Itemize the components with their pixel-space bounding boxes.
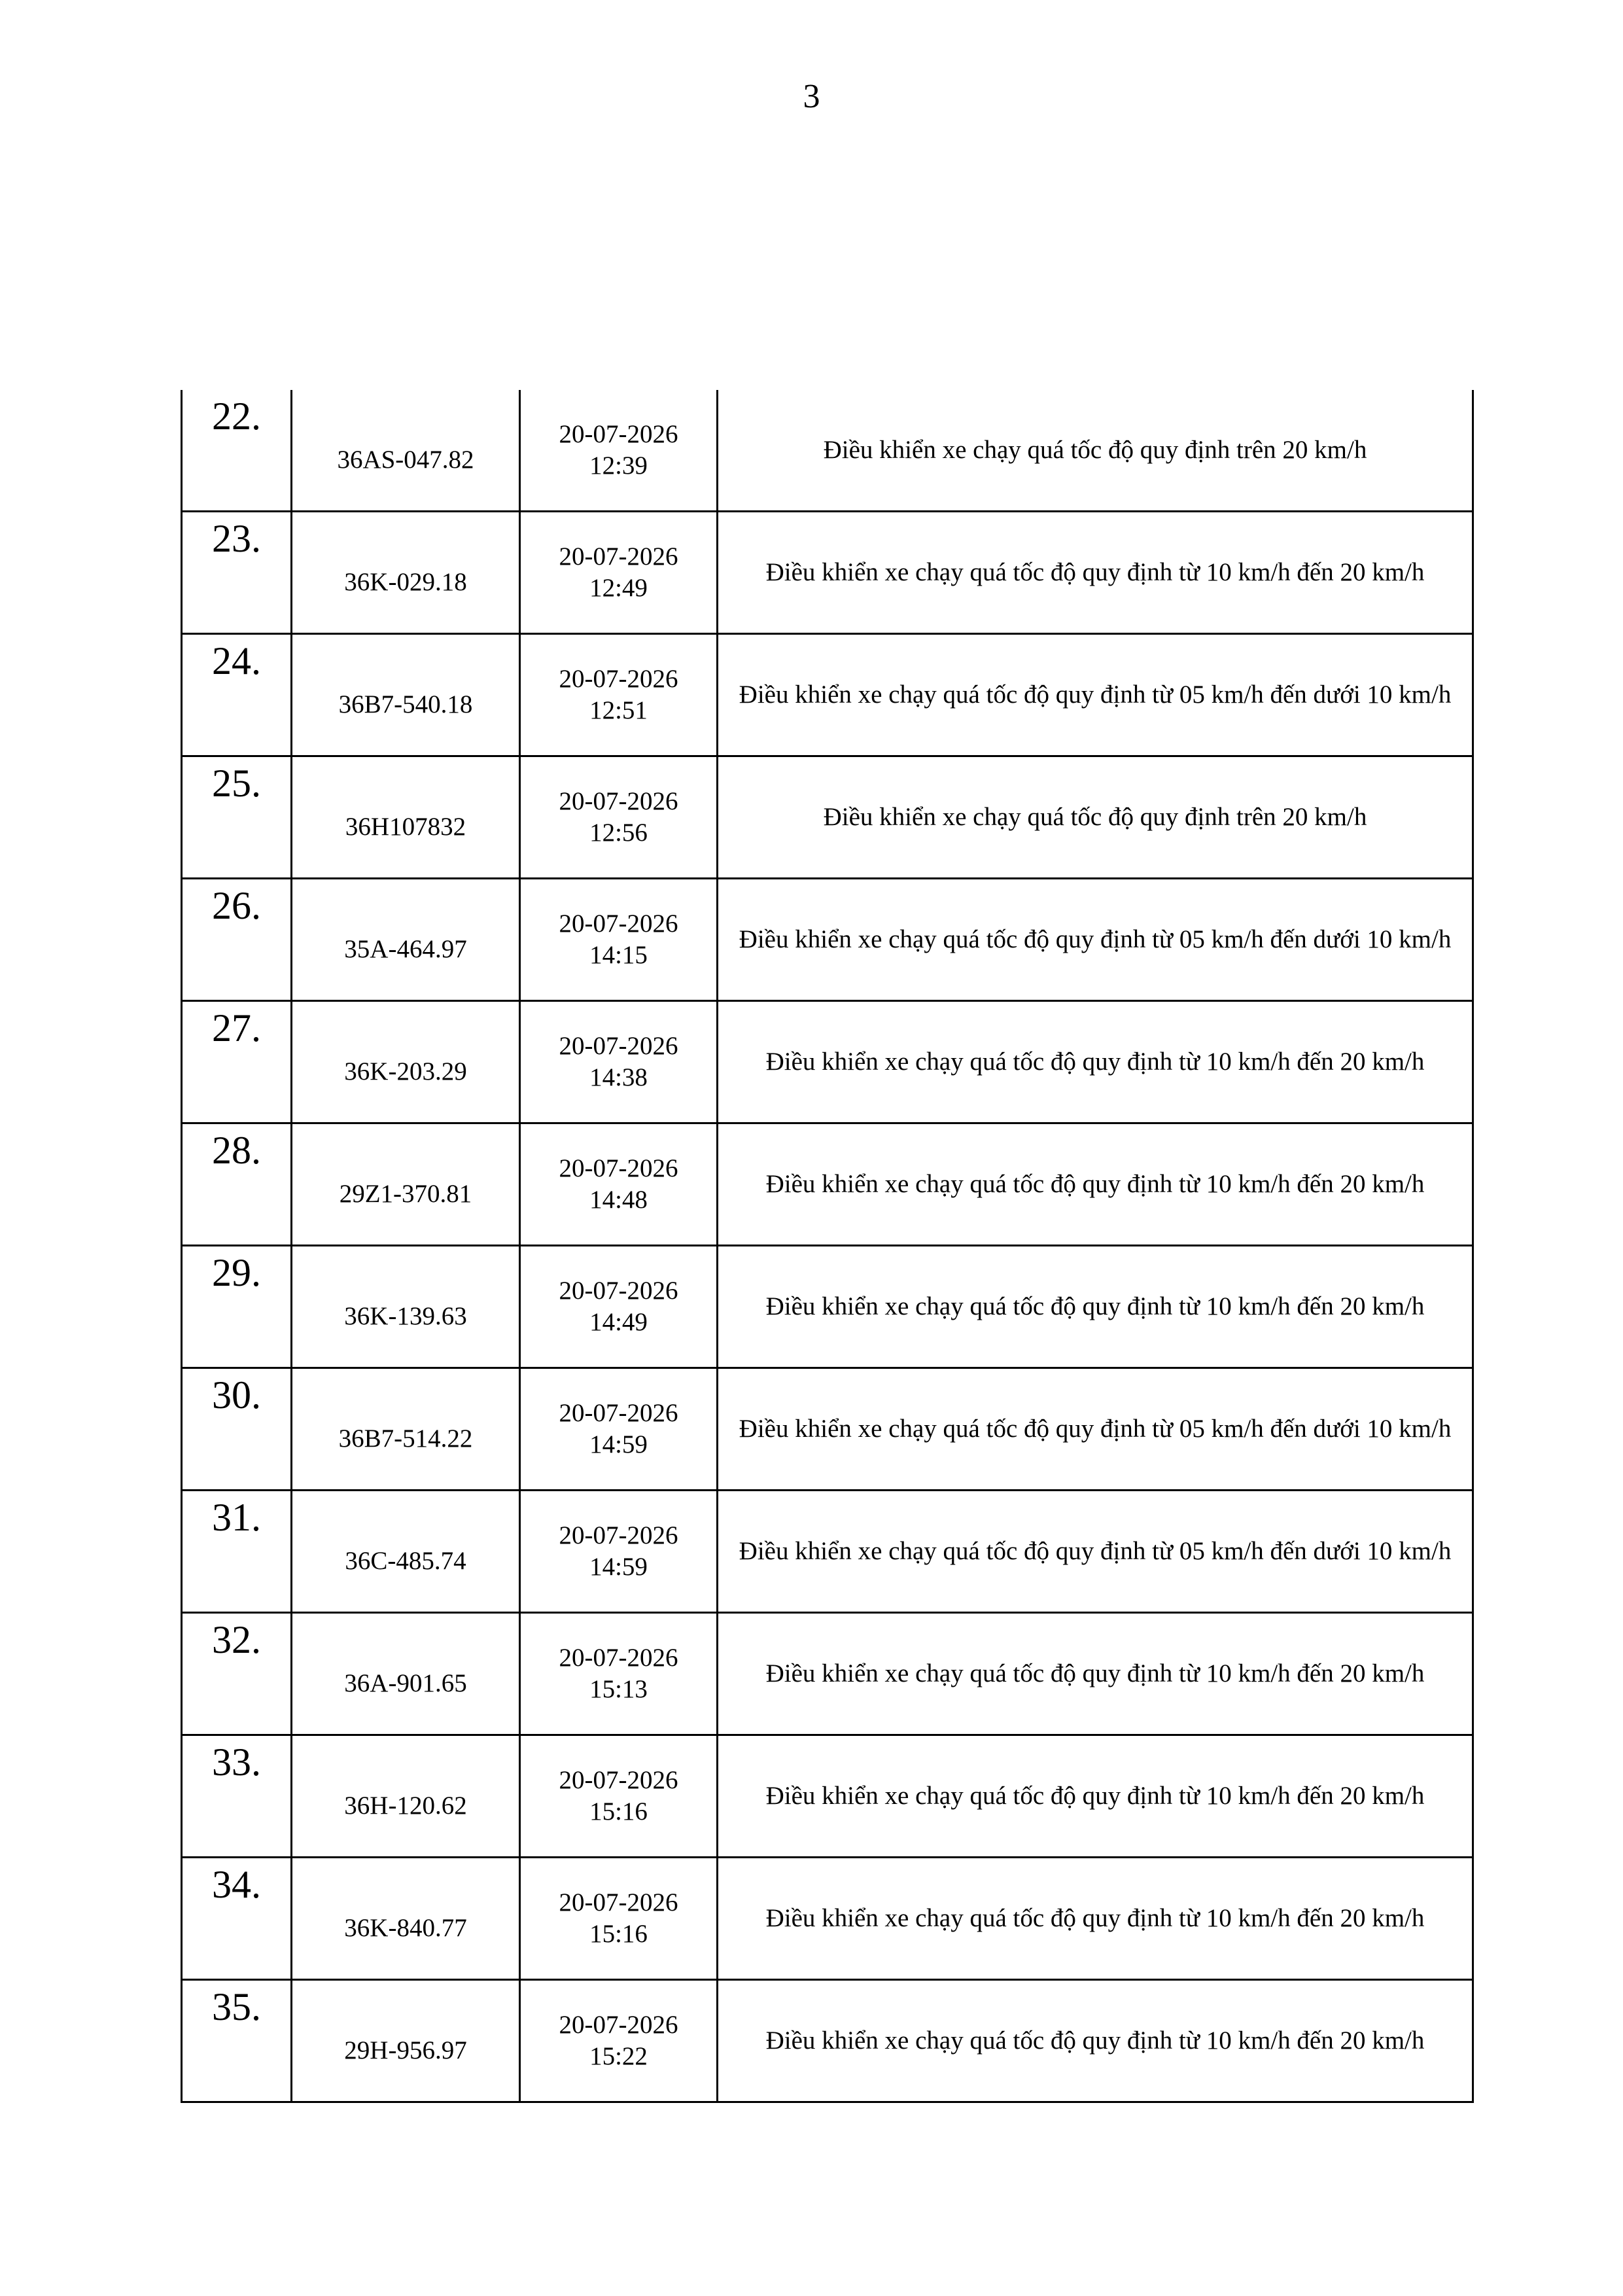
violation-time: 15:22	[589, 2042, 648, 2070]
violation-time: 14:15	[589, 941, 648, 969]
violation-time: 15:16	[589, 1920, 648, 1948]
table-row	[182, 1735, 1473, 1858]
row-number: 23.	[182, 512, 292, 634]
row-number: 34.	[182, 1858, 292, 1980]
violation-time: 14:59	[589, 1430, 648, 1458]
license-plate: 36AS-047.82	[292, 390, 520, 512]
violation-description: Điều khiển xe chạy quá tốc độ quy định từ 05 km/h đến dưới 10 km/h	[718, 879, 1473, 1001]
license-plate: 36A-901.65	[292, 1613, 520, 1735]
violation-time: 14:38	[589, 1063, 648, 1091]
table-row	[182, 1246, 1473, 1368]
violation-datetime	[520, 634, 718, 756]
row-number: 26.	[182, 879, 292, 1001]
table-row	[182, 390, 1473, 512]
violation-datetime	[520, 1980, 718, 2102]
violation-datetime	[520, 879, 718, 1001]
table-row	[182, 1613, 1473, 1735]
row-number: 29.	[182, 1246, 292, 1368]
violation-date: 20-07-2026	[559, 542, 678, 571]
violation-datetime	[520, 390, 718, 512]
violation-time: 14:49	[589, 1308, 648, 1336]
violation-date: 20-07-2026	[559, 1032, 678, 1060]
violation-description: Điều khiển xe chạy quá tốc độ quy định trên 20 km/h	[718, 756, 1473, 879]
violation-datetime	[520, 1491, 718, 1613]
row-number: 35.	[182, 1980, 292, 2102]
violation-date: 20-07-2026	[559, 2011, 678, 2039]
license-plate: 36K-203.29	[292, 1001, 520, 1123]
violation-description: Điều khiển xe chạy quá tốc độ quy định từ 10 km/h đến 20 km/h	[718, 1246, 1473, 1368]
violation-time: 12:56	[589, 819, 648, 847]
table-row	[182, 512, 1473, 634]
violation-time: 15:13	[589, 1675, 648, 1703]
violation-date: 20-07-2026	[559, 1277, 678, 1305]
violation-time: 15:16	[589, 1797, 648, 1826]
violation-description: Điều khiển xe chạy quá tốc độ quy định trên 20 km/h	[718, 390, 1473, 512]
license-plate: 36H107832	[292, 756, 520, 879]
violation-description: Điều khiển xe chạy quá tốc độ quy định từ 10 km/h đến 20 km/h	[718, 1735, 1473, 1858]
violation-date: 20-07-2026	[559, 787, 678, 815]
violation-date: 20-07-2026	[559, 1154, 678, 1182]
license-plate: 36K-139.63	[292, 1246, 520, 1368]
violation-datetime	[520, 756, 718, 879]
violation-description: Điều khiển xe chạy quá tốc độ quy định từ 05 km/h đến dưới 10 km/h	[718, 1368, 1473, 1491]
license-plate: 29Z1-370.81	[292, 1123, 520, 1246]
violation-datetime	[520, 1735, 718, 1858]
violation-date: 20-07-2026	[559, 420, 678, 448]
page-number: 3	[803, 78, 820, 115]
row-number: 31.	[182, 1491, 292, 1613]
license-plate: 36C-485.74	[292, 1491, 520, 1613]
license-plate: 29H-956.97	[292, 1980, 520, 2102]
table-row	[182, 1858, 1473, 1980]
row-number: 30.	[182, 1368, 292, 1491]
row-number: 25.	[182, 756, 292, 879]
row-number: 28.	[182, 1123, 292, 1246]
violation-description: Điều khiển xe chạy quá tốc độ quy định từ 10 km/h đến 20 km/h	[718, 1980, 1473, 2102]
violation-datetime	[520, 512, 718, 634]
violation-date: 20-07-2026	[559, 665, 678, 693]
license-plate: 36K-029.18	[292, 512, 520, 634]
violation-time: 12:49	[589, 574, 648, 602]
violation-date: 20-07-2026	[559, 910, 678, 938]
violation-time: 12:39	[589, 451, 648, 480]
table-row	[182, 756, 1473, 879]
violation-time: 14:48	[589, 1186, 648, 1214]
violation-description: Điều khiển xe chạy quá tốc độ quy định từ 10 km/h đến 20 km/h	[718, 1123, 1473, 1246]
violation-date: 20-07-2026	[559, 1766, 678, 1794]
violation-description: Điều khiển xe chạy quá tốc độ quy định từ 10 km/h đến 20 km/h	[718, 1001, 1473, 1123]
violation-description: Điều khiển xe chạy quá tốc độ quy định từ 10 km/h đến 20 km/h	[718, 512, 1473, 634]
violation-datetime	[520, 1613, 718, 1735]
row-number: 27.	[182, 1001, 292, 1123]
row-number: 22.	[182, 390, 292, 512]
violation-date: 20-07-2026	[559, 1644, 678, 1672]
license-plate: 36B7-514.22	[292, 1368, 520, 1491]
row-number: 33.	[182, 1735, 292, 1858]
violation-date: 20-07-2026	[559, 1888, 678, 1916]
violation-datetime	[520, 1368, 718, 1491]
license-plate: 35A-464.97	[292, 879, 520, 1001]
violation-description: Điều khiển xe chạy quá tốc độ quy định từ 10 km/h đến 20 km/h	[718, 1613, 1473, 1735]
table-row	[182, 1123, 1473, 1246]
violation-time: 12:51	[589, 696, 648, 724]
table-row	[182, 1491, 1473, 1613]
row-number: 24.	[182, 634, 292, 756]
license-plate: 36H-120.62	[292, 1735, 520, 1858]
violation-description: Điều khiển xe chạy quá tốc độ quy định từ 05 km/h đến dưới 10 km/h	[718, 634, 1473, 756]
violation-date: 20-07-2026	[559, 1521, 678, 1549]
table-row	[182, 879, 1473, 1001]
violation-table	[181, 390, 1474, 2103]
violation-datetime	[520, 1858, 718, 1980]
license-plate: 36B7-540.18	[292, 634, 520, 756]
table-row	[182, 634, 1473, 756]
row-number: 32.	[182, 1613, 292, 1735]
violation-description: Điều khiển xe chạy quá tốc độ quy định từ 10 km/h đến 20 km/h	[718, 1858, 1473, 1980]
table-row	[182, 1001, 1473, 1123]
violation-table-body	[182, 390, 1473, 2102]
violation-datetime	[520, 1246, 718, 1368]
violation-datetime	[520, 1001, 718, 1123]
violation-description: Điều khiển xe chạy quá tốc độ quy định từ 05 km/h đến dưới 10 km/h	[718, 1491, 1473, 1613]
violation-time: 14:59	[589, 1553, 648, 1581]
violation-datetime	[520, 1123, 718, 1246]
violation-date: 20-07-2026	[559, 1399, 678, 1427]
license-plate: 36K-840.77	[292, 1858, 520, 1980]
table-row	[182, 1980, 1473, 2102]
table-row	[182, 1368, 1473, 1491]
